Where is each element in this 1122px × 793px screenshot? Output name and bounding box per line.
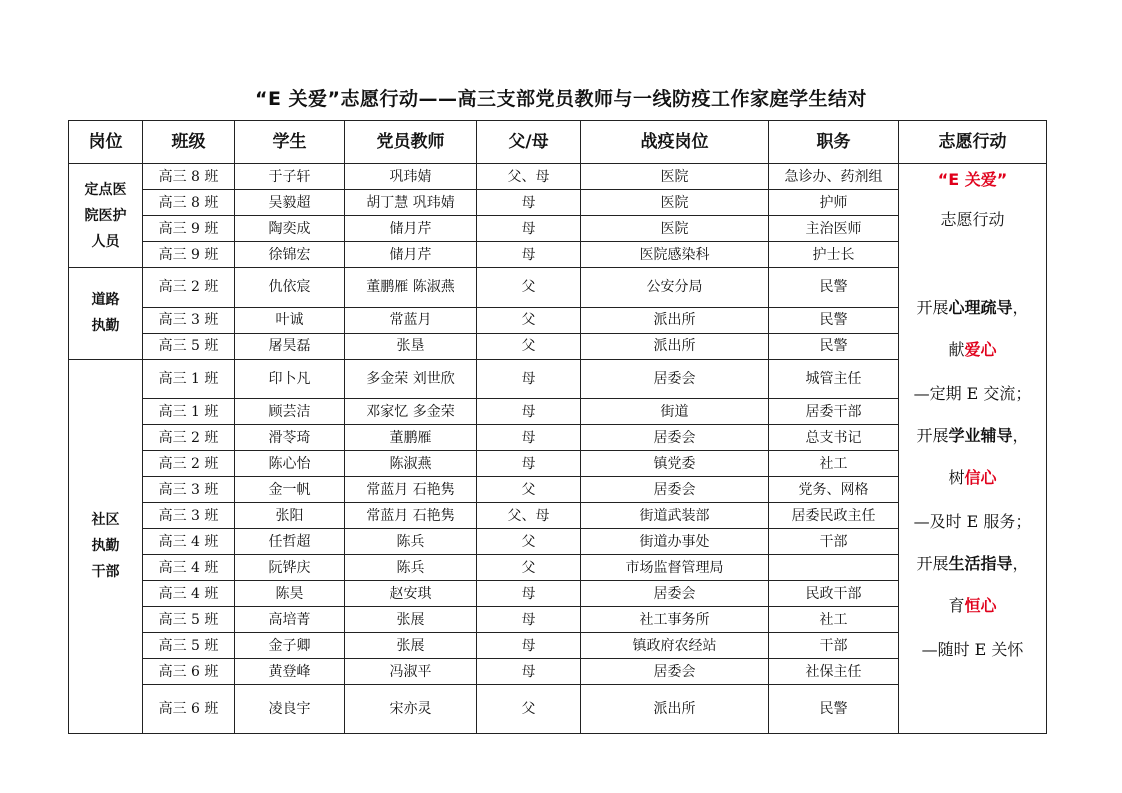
role-cell: 民警: [769, 307, 899, 333]
post-cell: 派出所: [581, 685, 769, 734]
header-cell: 岗位: [69, 121, 143, 164]
post-cell: 医院: [581, 216, 769, 242]
class-cell: 高三 5 班: [143, 607, 235, 633]
parent-cell: 父: [477, 477, 581, 503]
student-cell: 陈心怡: [235, 451, 345, 477]
teacher-cell: 赵安琪: [345, 581, 477, 607]
teacher-cell: 常蓝月 石艳隽: [345, 477, 477, 503]
action-line: 育恒心: [948, 596, 997, 615]
table-row: [69, 164, 1047, 190]
post-group-line: 道路: [91, 292, 120, 309]
role-cell: 居委干部: [769, 399, 899, 425]
post-group-line: 干部: [91, 564, 120, 581]
teacher-cell: 冯淑平: [345, 659, 477, 685]
post-group-line: 社区: [91, 512, 120, 529]
student-cell: 凌良宇: [235, 685, 345, 734]
role-cell: 干部: [769, 633, 899, 659]
teacher-cell: 张展: [345, 633, 477, 659]
post-cell: 街道办事处: [581, 529, 769, 555]
parent-cell: 父: [477, 555, 581, 581]
parent-cell: 母: [477, 581, 581, 607]
parent-cell: 母: [477, 607, 581, 633]
header-cell: 志愿行动: [899, 121, 1047, 164]
header-cell: 职务: [769, 121, 899, 164]
post-cell: 派出所: [581, 307, 769, 333]
post-cell: 医院感染科: [581, 242, 769, 268]
class-cell: 高三 5 班: [143, 633, 235, 659]
post-group-line: 执勤: [91, 538, 120, 555]
post-cell: 医院: [581, 190, 769, 216]
role-cell: 干部: [769, 529, 899, 555]
parent-cell: 父: [477, 268, 581, 308]
role-cell: [769, 555, 899, 581]
student-cell: 顾芸洁: [235, 399, 345, 425]
action-title: “E 关爱”: [937, 170, 1008, 189]
class-cell: 高三 2 班: [143, 451, 235, 477]
parent-cell: 母: [477, 659, 581, 685]
post-group-line: 执勤: [91, 318, 120, 335]
teacher-cell: 巩玮婧: [345, 164, 477, 190]
action-line: 开展心理疏导，: [916, 298, 1029, 317]
teacher-cell: 董鹏雁 陈淑燕: [345, 268, 477, 308]
parent-cell: 母: [477, 633, 581, 659]
parent-cell: 父、母: [477, 503, 581, 529]
post-cell: 医院: [581, 164, 769, 190]
teacher-cell: 陈淑燕: [345, 451, 477, 477]
role-cell: 城管主任: [769, 359, 899, 399]
class-cell: 高三 5 班: [143, 333, 235, 359]
header-cell: 战疫岗位: [581, 121, 769, 164]
student-cell: 印卜凡: [235, 359, 345, 399]
header-row: [69, 121, 1047, 164]
class-cell: 高三 4 班: [143, 581, 235, 607]
action-line: —随时 E 关怀: [921, 640, 1024, 659]
role-cell: 居委民政主任: [769, 503, 899, 529]
header-cell: 学生: [235, 121, 345, 164]
post-cell: 街道: [581, 399, 769, 425]
class-cell: 高三 2 班: [143, 268, 235, 308]
student-cell: 高培菁: [235, 607, 345, 633]
teacher-cell: 常蓝月: [345, 307, 477, 333]
post-group-line: 定点医: [84, 181, 127, 198]
parent-cell: 母: [477, 359, 581, 399]
action-line: —及时 E 服务；: [913, 512, 1032, 531]
action-line: 树信心: [948, 468, 997, 487]
post-cell: 市场监督管理局: [581, 555, 769, 581]
teacher-cell: 储月芹: [345, 216, 477, 242]
post-cell: 居委会: [581, 581, 769, 607]
student-cell: 吴毅超: [235, 190, 345, 216]
student-cell: 陶奕成: [235, 216, 345, 242]
parent-cell: 父、母: [477, 164, 581, 190]
teacher-cell: 胡丁慧 巩玮婧: [345, 190, 477, 216]
role-cell: 急诊办、药剂组: [769, 164, 899, 190]
action-line: 献爱心: [948, 340, 997, 359]
student-cell: 金子卿: [235, 633, 345, 659]
student-cell: 陈昊: [235, 581, 345, 607]
role-cell: 总支书记: [769, 425, 899, 451]
student-cell: 屠昊磊: [235, 333, 345, 359]
role-cell: 民警: [769, 333, 899, 359]
class-cell: 高三 8 班: [143, 190, 235, 216]
class-cell: 高三 3 班: [143, 503, 235, 529]
post-group-cell: [69, 268, 143, 360]
parent-cell: 父: [477, 529, 581, 555]
class-cell: 高三 2 班: [143, 425, 235, 451]
student-cell: 仇依宸: [235, 268, 345, 308]
teacher-cell: 张垦: [345, 333, 477, 359]
action-subtitle: 志愿行动: [940, 210, 1005, 229]
student-cell: 叶诚: [235, 307, 345, 333]
class-cell: 高三 3 班: [143, 307, 235, 333]
post-cell: 镇党委: [581, 451, 769, 477]
teacher-cell: 陈兵: [345, 555, 477, 581]
class-cell: 高三 6 班: [143, 659, 235, 685]
teacher-cell: 多金荣 刘世欣: [345, 359, 477, 399]
teacher-cell: 张展: [345, 607, 477, 633]
post-cell: 公安分局: [581, 268, 769, 308]
post-cell: 街道武装部: [581, 503, 769, 529]
student-cell: 徐锦宏: [235, 242, 345, 268]
parent-cell: 父: [477, 307, 581, 333]
action-line: 开展学业辅导，: [916, 426, 1029, 445]
post-cell: 派出所: [581, 333, 769, 359]
parent-cell: 母: [477, 425, 581, 451]
parent-cell: 父: [477, 333, 581, 359]
class-cell: 高三 3 班: [143, 477, 235, 503]
volunteer-action-text: [899, 164, 1046, 733]
teacher-cell: 储月芹: [345, 242, 477, 268]
role-cell: 民警: [769, 268, 899, 308]
role-cell: 社工: [769, 451, 899, 477]
role-cell: 护士长: [769, 242, 899, 268]
post-cell: 居委会: [581, 359, 769, 399]
action-line: —定期 E 交流；: [913, 384, 1032, 403]
student-cell: 金一帆: [235, 477, 345, 503]
header-cell: 父/母: [477, 121, 581, 164]
role-cell: 党务、网格: [769, 477, 899, 503]
teacher-cell: 宋亦灵: [345, 685, 477, 734]
role-cell: 民政干部: [769, 581, 899, 607]
action-line: 开展生活指导，: [916, 554, 1029, 573]
teacher-cell: 常蓝月 石艳隽: [345, 503, 477, 529]
parent-cell: 母: [477, 451, 581, 477]
teacher-cell: 邓家忆 多金荣: [345, 399, 477, 425]
teacher-cell: 陈兵: [345, 529, 477, 555]
post-cell: 社工事务所: [581, 607, 769, 633]
parent-cell: 母: [477, 216, 581, 242]
class-cell: 高三 1 班: [143, 399, 235, 425]
class-cell: 高三 9 班: [143, 216, 235, 242]
class-cell: 高三 1 班: [143, 359, 235, 399]
role-cell: 主治医师: [769, 216, 899, 242]
role-cell: 护师: [769, 190, 899, 216]
post-cell: 居委会: [581, 659, 769, 685]
class-cell: 高三 9 班: [143, 242, 235, 268]
parent-cell: 母: [477, 190, 581, 216]
post-cell: 居委会: [581, 425, 769, 451]
student-cell: 任哲超: [235, 529, 345, 555]
pairing-table: [68, 120, 1047, 734]
student-cell: 滑苓琦: [235, 425, 345, 451]
class-cell: 高三 6 班: [143, 685, 235, 734]
parent-cell: 母: [477, 399, 581, 425]
header-cell: 班级: [143, 121, 235, 164]
teacher-cell: 董鹏雁: [345, 425, 477, 451]
role-cell: 社工: [769, 607, 899, 633]
class-cell: 高三 4 班: [143, 555, 235, 581]
student-cell: 张阳: [235, 503, 345, 529]
class-cell: 高三 8 班: [143, 164, 235, 190]
student-cell: 黄登峰: [235, 659, 345, 685]
post-group-cell: [69, 164, 143, 268]
role-cell: 社保主任: [769, 659, 899, 685]
parent-cell: 父: [477, 685, 581, 734]
post-group-cell: [69, 359, 143, 734]
post-cell: 镇政府农经站: [581, 633, 769, 659]
student-cell: 阮铧庆: [235, 555, 345, 581]
post-group-line: 人员: [91, 233, 120, 250]
parent-cell: 母: [477, 242, 581, 268]
header-cell: 党员教师: [345, 121, 477, 164]
class-cell: 高三 4 班: [143, 529, 235, 555]
post-cell: 居委会: [581, 477, 769, 503]
role-cell: 民警: [769, 685, 899, 734]
student-cell: 于子轩: [235, 164, 345, 190]
volunteer-action-cell: [899, 164, 1047, 734]
post-group-line: 院医护: [84, 207, 127, 224]
page-title: “E 关爱”志愿行动——高三支部党员教师与一线防疫工作家庭学生结对: [254, 88, 868, 110]
